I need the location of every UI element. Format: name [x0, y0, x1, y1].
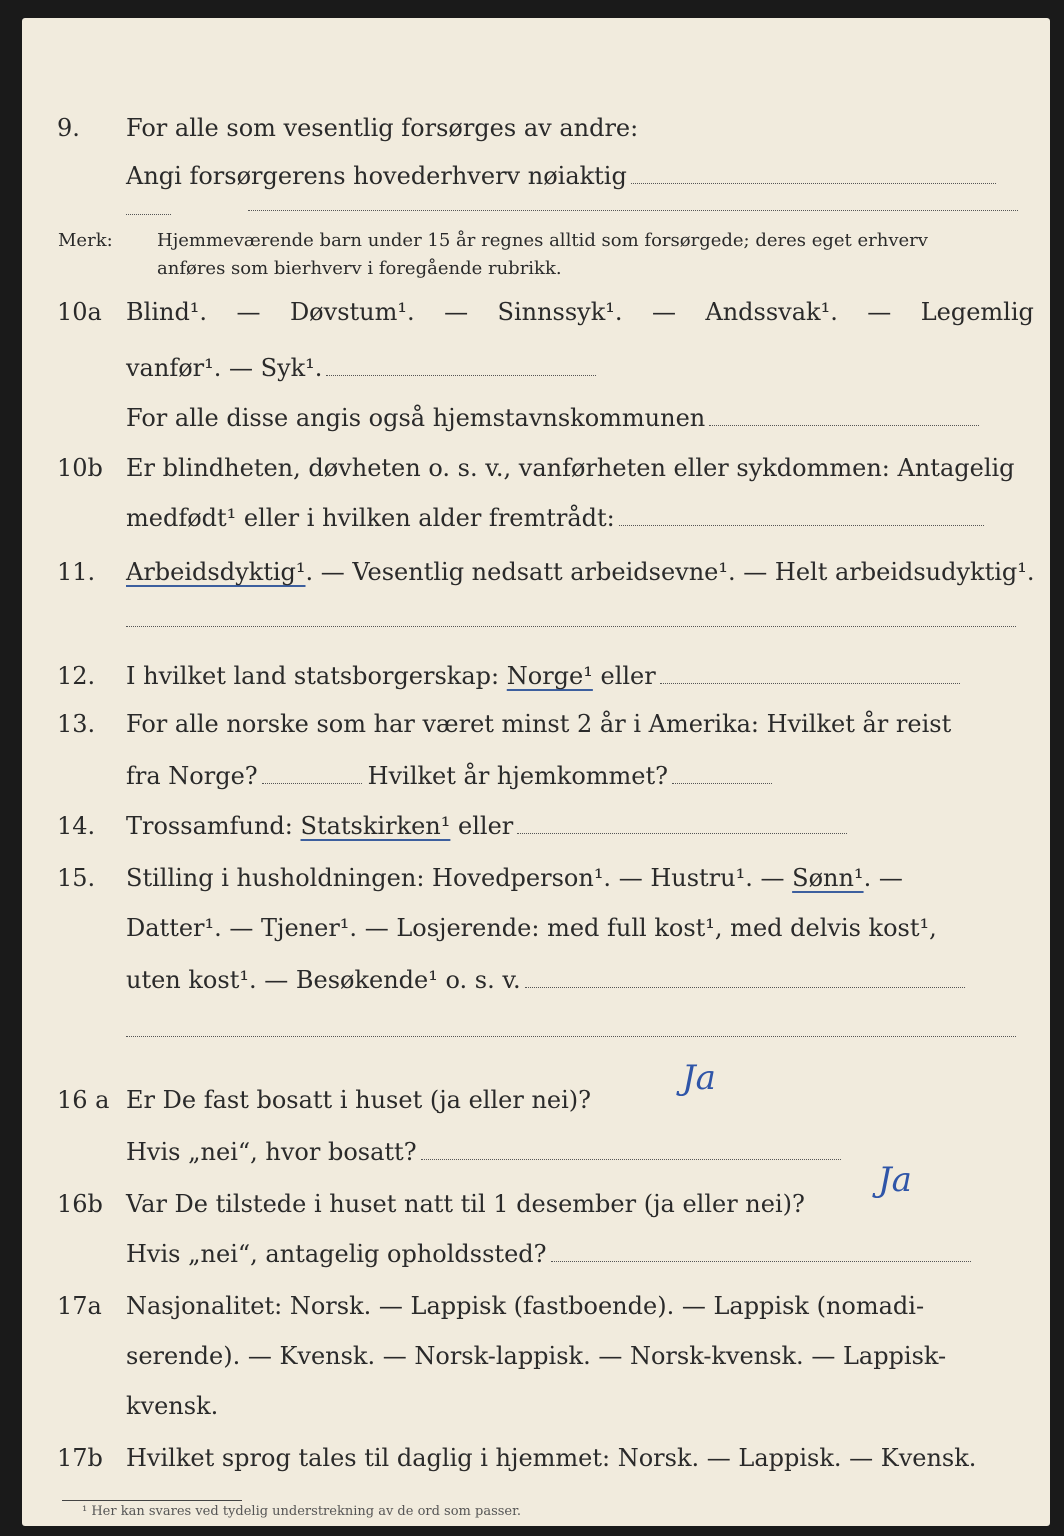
q13-row — [22, 702, 1050, 746]
q12-answer-field[interactable] — [660, 657, 960, 684]
q12-selected-option[interactable]: Norge¹ — [506, 662, 593, 690]
q16b-line1: Var De tilstede i huset natt til 1 desember (ja eller nei)? — [126, 1190, 805, 1218]
q15-answer-line[interactable] — [126, 1036, 1016, 1037]
merk-line1: Hjemmeværende barn under 15 år regnes alltid som forsørgede; deres eget erhverv — [157, 230, 928, 251]
q17a-line3: kvensk. — [126, 1392, 219, 1420]
q13-row2 — [22, 754, 1050, 798]
q13-year-returned-field[interactable] — [672, 757, 772, 784]
q15-label: Stilling i husholdningen: Hovedperson¹. — Hustru¹. — — [126, 864, 785, 892]
q17a-line1: Nasjonalitet: Norsk. — Lappisk (fastboende). — Lappisk (nomadi- — [126, 1292, 925, 1320]
q14-label: Trossamfund: — [126, 812, 293, 840]
q9-number: 9. — [57, 114, 80, 142]
q11-options: . — Vesentlig nedsatt arbeidsevne¹. — Helt arbeidsudyktig¹. — [305, 558, 1035, 586]
merk-label: Merk: — [58, 230, 113, 251]
q17a-row2 — [22, 1334, 1050, 1378]
q13-line1: For alle norske som har været minst 2 år i Amerika: Hvilket år reist — [126, 710, 952, 738]
q13-line2a: fra Norge? — [126, 762, 258, 790]
q10a-row3 — [22, 396, 1050, 440]
q16a-answer-field[interactable] — [421, 1133, 841, 1160]
q15-answer-field[interactable] — [525, 961, 965, 988]
q9-row — [22, 106, 1050, 150]
merk-row2 — [22, 254, 1050, 284]
q10a-line2: vanfør¹. — Syk¹. — [126, 354, 323, 382]
q15-dash: . — — [863, 864, 903, 892]
footnote: ¹ Her kan svares ved tydelig understrekning av de ord som passer. — [82, 1504, 522, 1519]
footnote-rule — [62, 1500, 242, 1501]
q16a-row — [22, 1078, 1050, 1122]
q10a-line1: Blind¹. — Døvstum¹. — Sinnssyk¹. — Andssvak¹. — Legemlig — [126, 298, 1034, 326]
q15-selected-option[interactable]: Sønn¹ — [792, 864, 864, 892]
q9-line1: For alle som vesentlig forsørges av andre: — [126, 114, 639, 142]
q16a-handwritten-answer[interactable]: Ja — [682, 1058, 716, 1098]
q16b-row2 — [22, 1232, 1050, 1276]
merk-row — [22, 226, 1050, 256]
q9-answer-line-a[interactable] — [126, 214, 171, 215]
q10a-number: 10a — [57, 298, 102, 326]
q11-selected-option[interactable]: Arbeidsdyktig¹ — [126, 558, 306, 586]
q13-year-left-field[interactable] — [262, 757, 362, 784]
q17a-number: 17a — [57, 1292, 102, 1320]
q12-or: eller — [600, 662, 656, 690]
q14-number: 14. — [57, 812, 96, 840]
q10a-answer-field[interactable] — [326, 349, 596, 376]
q17a-row — [22, 1284, 1050, 1328]
q15-line2: Datter¹. — Tjener¹. — Losjerende: med full kost¹, med delvis kost¹, — [126, 914, 937, 942]
q15-row — [22, 856, 1050, 900]
q10b-line2: medfødt¹ eller i hvilken alder fremtrådt: — [126, 504, 615, 532]
q10b-line1: Er blindheten, døvheten o. s. v., vanførheten eller sykdommen: Antagelig — [126, 454, 1015, 482]
q16a-line1: Er De fast bosatt i huset (ja eller nei)? — [126, 1086, 592, 1114]
q16b-line2: Hvis „nei“, antagelig opholdssted? — [126, 1240, 547, 1268]
q9-answer-line-b[interactable] — [248, 210, 1018, 211]
q14-row — [22, 804, 1050, 848]
q16b-handwritten-answer[interactable]: Ja — [878, 1160, 912, 1200]
q16a-number: 16 a — [57, 1086, 110, 1114]
q13-number: 13. — [57, 710, 96, 738]
q10a-hometown-field[interactable] — [709, 399, 979, 426]
q15-number: 15. — [57, 864, 96, 892]
q10b-number: 10b — [57, 454, 103, 482]
q9-line2: Angi forsørgerens hovederhverv nøiaktig — [126, 162, 627, 190]
q12-label: I hvilket land statsborgerskap: — [126, 662, 500, 690]
census-form-page — [22, 18, 1050, 1526]
q14-selected-option[interactable]: Statskirken¹ — [300, 812, 451, 840]
q11-number: 11. — [57, 558, 96, 586]
q10a-row — [22, 290, 1050, 334]
q16a-line2: Hvis „nei“, hvor bosatt? — [126, 1138, 417, 1166]
q12-number: 12. — [57, 662, 96, 690]
q17b-number: 17b — [57, 1444, 103, 1472]
q10b-answer-field[interactable] — [619, 499, 984, 526]
q15-row3 — [22, 958, 1050, 1002]
q17b-line1: Hvilket sprog tales til daglig i hjemmet: Norsk. — Lappisk. — Kvensk. — [126, 1444, 977, 1472]
merk-line2: anføres som bierhverv i foregående rubrikk. — [157, 258, 562, 279]
q12-row — [22, 654, 1050, 698]
q16b-number: 16b — [57, 1190, 103, 1218]
q10b-row — [22, 446, 1050, 490]
q16b-answer-field[interactable] — [551, 1235, 971, 1262]
q9-answer-field[interactable] — [631, 157, 996, 184]
q10a-line3: For alle disse angis også hjemstavnskommunen — [126, 404, 706, 432]
q13-line2b: Hvilket år hjemkommet? — [367, 762, 669, 790]
q10b-row2 — [22, 496, 1050, 540]
q9-row2 — [22, 154, 1050, 198]
q17b-row — [22, 1436, 1050, 1480]
q17a-line2: serende). — Kvensk. — Norsk-lappisk. — Norsk-kvensk. — Lappisk- — [126, 1342, 947, 1370]
q15-line3: uten kost¹. — Besøkende¹ o. s. v. — [126, 966, 521, 994]
q10a-row2 — [22, 346, 1050, 390]
q11-answer-line[interactable] — [126, 626, 1016, 627]
q17a-row3 — [22, 1384, 1050, 1428]
q11-row — [22, 550, 1050, 594]
q15-row2 — [22, 906, 1050, 950]
q14-answer-field[interactable] — [517, 807, 847, 834]
q14-or: eller — [458, 812, 514, 840]
